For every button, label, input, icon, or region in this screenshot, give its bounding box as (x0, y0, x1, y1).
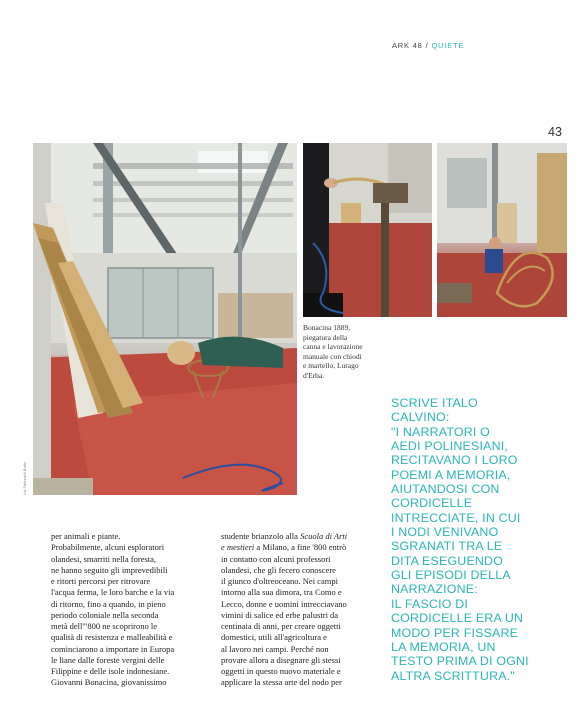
quote-line: RECITAVANO I LORO (391, 453, 518, 468)
body-line (221, 542, 367, 553)
cane-bending-illustration (303, 143, 432, 317)
workshop-photo (33, 143, 297, 495)
body-line: Probabilmente, alcuni esploratori (51, 542, 165, 553)
body-line: in contatto con alcuni professori (221, 553, 331, 564)
cane-bending-photo (303, 143, 432, 317)
section-name: QUIETE (431, 41, 465, 50)
quote-line: AIUTANDOSI CON (391, 482, 500, 497)
body-line: Giovanni Bonacina, giovanissimo (51, 677, 167, 688)
quote-line: TESTO PRIMA DI OGNI (391, 654, 529, 669)
chair-making-illustration (437, 143, 567, 317)
body-line (221, 531, 367, 542)
body-line: olandesi, che gli fecero conoscere (221, 564, 336, 575)
body-line: intorno alla sua dimora, tra Como e (221, 587, 342, 598)
quote-line: IL FASCIO DI (391, 596, 468, 611)
body-line: qualità di resistenza e malleabilità e (51, 632, 173, 643)
body-line: vimini di salice ed erbe palustri da (221, 609, 339, 620)
body-line: olandesi, smarriti nella foresta, (51, 553, 157, 564)
quote-line: CALVINO: (391, 410, 450, 425)
caption-line: canna e lavorazione (303, 342, 363, 352)
quote-line: POEMI A MEMORIA, (391, 467, 511, 482)
body-column-1 (51, 531, 196, 689)
chair-making-photo (437, 143, 567, 317)
quote-line: NARRAZIONE: (391, 582, 478, 597)
italic-text: Scuola di Arti (300, 531, 348, 541)
quote-line: CORDICELLE ERA UN (391, 611, 524, 626)
body-column-2 (221, 531, 367, 689)
body-line: l'acqua ferma, le loro barche e la via (51, 587, 175, 598)
body-line: per animali e piante. (51, 531, 121, 541)
body-line: oggetti in questo nuovo materiale e (221, 666, 341, 676)
body-line: metà dell'"800 ne scoprirono le (51, 621, 158, 631)
quote-line: MODO PER FISSARE (391, 625, 519, 640)
caption-line: manuale con chiodi (303, 351, 362, 361)
pull-quote (391, 396, 541, 683)
body-line: domestici, utili all'agricoltura e (221, 632, 327, 643)
header-separator: / (425, 41, 429, 50)
body-line: di ritorno, fino a quando, in pieno (51, 598, 166, 609)
quote-line: ALTRA SCRITTURA." (391, 668, 515, 683)
quote-line: SGRANATI TRA LE (391, 539, 503, 554)
body-text: a Milano, a fine '800 entrò (254, 542, 347, 553)
caption-line: e martello, Lurago (303, 361, 359, 371)
photo-credit: Lia Fabrinelli Botto (22, 461, 27, 495)
body-line: e ritorti percorsi per ritrovare (51, 576, 151, 586)
quote-line: DITA ESEGUENDO (391, 553, 504, 568)
quote-line: AEDI POLINESIANI, (391, 439, 509, 454)
workshop-photo-illustration (33, 143, 297, 495)
magazine-name: ARK 48 (392, 41, 423, 50)
running-header (392, 41, 464, 50)
caption-line: d'Erba. (303, 370, 325, 380)
body-line: periodo coloniale nella seconda (51, 609, 159, 620)
photo-caption (303, 323, 375, 381)
body-line: le liane dalle foreste vergini delle (51, 654, 165, 665)
quote-line: I NODI VENIVANO (391, 525, 499, 540)
body-line: centinaia di anni, per creare oggetti (221, 621, 341, 631)
body-line: provare allora a disegnare gli stessi (221, 654, 341, 665)
caption-line: piegatura della (303, 332, 348, 342)
body-line: al lavoro nei campi. Perché non (221, 643, 329, 654)
quote-line: LA MEMORIA, UN (391, 639, 496, 654)
body-line: applicare la stessa arte del nodo per (221, 677, 342, 688)
quote-line: "I NARRATORI O (391, 424, 490, 439)
caption-line: Bonacina 1889, (303, 323, 351, 332)
quote-line: GLI EPISODI DELLA (391, 568, 511, 583)
quote-line: CORDICELLE (391, 496, 473, 511)
body-line: Lecco, donne e uomini intrecciavano (221, 598, 347, 609)
body-line: Filippine e delle isole indonesiane. (51, 666, 170, 676)
quote-line: INTRECCIATE, IN CUI (391, 510, 521, 525)
quote-line: SCRIVE ITALO (391, 396, 478, 410)
body-line: ne hanno seguito gli imprevedibili (51, 564, 168, 575)
page-number: 43 (548, 125, 562, 139)
italic-text: e mestieri (221, 542, 255, 553)
body-line: il giunco d'oltreoceano. Nei campi (221, 576, 338, 586)
body-line: cominciarono a importare in Europa (51, 643, 175, 654)
body-text: studente brianzolo alla (221, 531, 301, 541)
